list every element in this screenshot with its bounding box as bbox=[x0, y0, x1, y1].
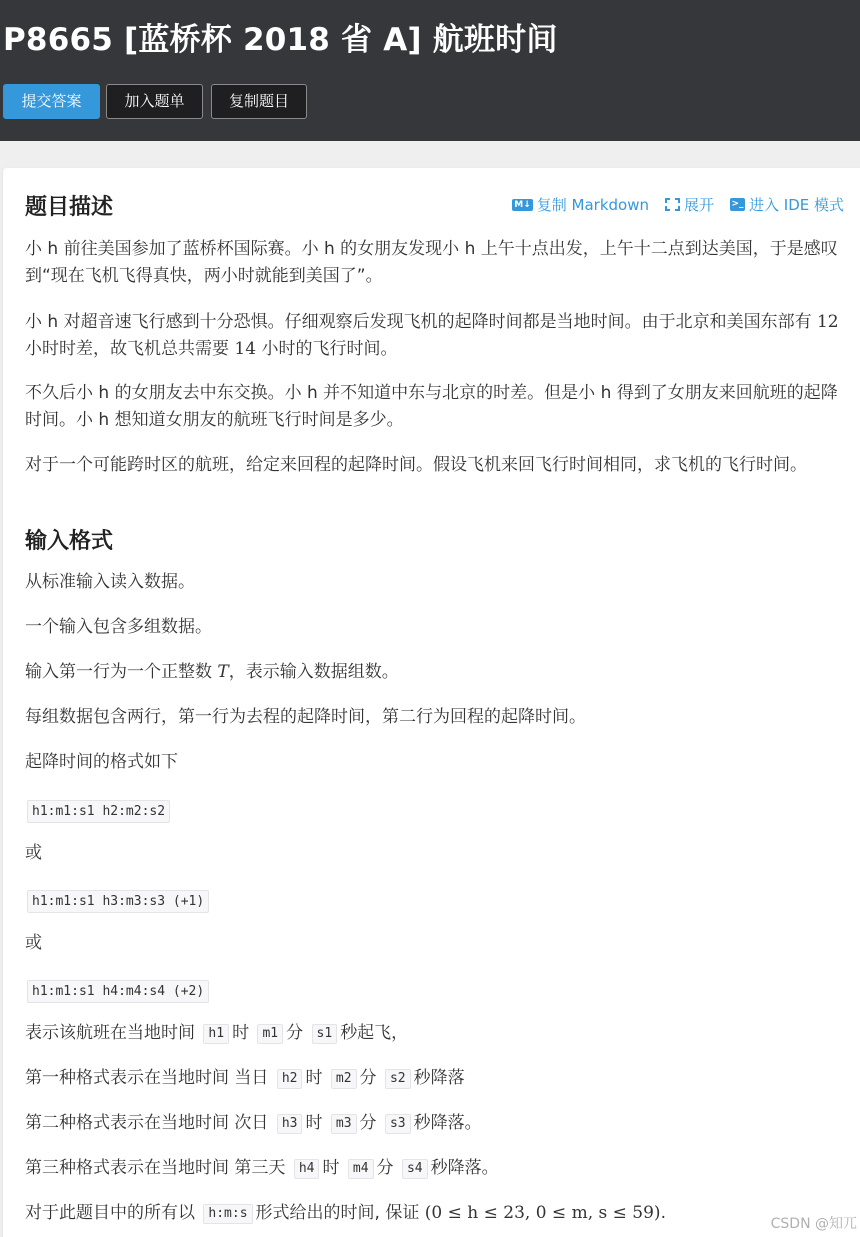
description-paragraph-4: 对于一个可能跨时区的航班，给定来回程的起降时间。假设飞机来回飞行时间相同，求飞机的飞行时间。 bbox=[25, 455, 807, 475]
input-format-heading: 输入格式 bbox=[25, 529, 114, 554]
math-variable: T bbox=[217, 662, 229, 682]
inline-code: m1 bbox=[257, 1024, 283, 1044]
csdn-watermark: CSDN @知兀 bbox=[770, 1216, 857, 1232]
inline-code: s3 bbox=[385, 1114, 411, 1134]
text: 小 h 对超音速飞行感到十分恐惧。仔细观察后发现飞机的起降时间都是当地时间。由于北京和美国东部有 bbox=[25, 312, 817, 332]
description-paragraph-3: 不久后小 h 的女朋友去中东交换。小 h 并不知道中东与北京的时差。但是小 h 得到了女朋友来回航班的起降时间。小 h 想知道女朋友的航班飞行时间是多少。 bbox=[25, 383, 838, 430]
inline-code: m4 bbox=[348, 1159, 374, 1179]
problem-actions bbox=[512, 194, 844, 215]
format-code-3: h1:m1:s1 h4:m4:s4 (+2) bbox=[27, 980, 209, 1003]
inline-code: h1 bbox=[203, 1024, 229, 1044]
inline-code: s4 bbox=[402, 1159, 428, 1179]
text: 小时的飞行时间。 bbox=[256, 339, 398, 359]
inline-code: s1 bbox=[312, 1024, 338, 1044]
math-number: 14 bbox=[234, 339, 257, 359]
math-number: 12 bbox=[816, 312, 839, 332]
ide-mode-link[interactable] bbox=[730, 194, 844, 215]
inline-code: m3 bbox=[331, 1114, 357, 1134]
expand-label: 展开 bbox=[683, 196, 714, 214]
or-text-1: 或 bbox=[25, 843, 42, 863]
submit-answer-button[interactable]: 提交答案 bbox=[3, 84, 100, 119]
input-line-9: 第三种格式表示在当地时间 第三天 h4 时 m4 分 s4 秒降落。 bbox=[25, 1158, 499, 1178]
math-constraint: (0 ≤ h ≤ 23, 0 ≤ m, s ≤ 59) bbox=[424, 1203, 661, 1223]
input-line-4: 每组数据包含两行，第一行为去程的起降时间，第二行为回程的起降时间。 bbox=[25, 707, 586, 727]
inline-code: h4 bbox=[294, 1159, 320, 1179]
copy-problem-button[interactable]: 复制题目 bbox=[211, 84, 307, 119]
inline-code: h:m:s bbox=[203, 1204, 252, 1224]
text: 小时时差，故飞机总共需要 bbox=[25, 339, 235, 359]
format-code-1: h1:m1:s1 h2:m2:s2 bbox=[27, 800, 170, 823]
expand-link[interactable] bbox=[665, 194, 714, 215]
copy-markdown-label: 复制 Markdown bbox=[536, 196, 649, 214]
inline-code: s2 bbox=[385, 1069, 411, 1089]
input-line-5: 起降时间的格式如下 bbox=[25, 752, 178, 772]
inline-code: h2 bbox=[277, 1069, 303, 1089]
input-line-3 bbox=[25, 659, 845, 686]
input-line-6: 表示该航班在当地时间 h1 时 m1 分 s1 秒起飞， bbox=[25, 1023, 409, 1043]
markdown-icon: M↓ bbox=[514, 199, 531, 210]
ide-mode-label: 进入 IDE 模式 bbox=[749, 196, 844, 214]
problem-header bbox=[0, 0, 860, 141]
input-line-1: 从标准输入读入数据。 bbox=[25, 572, 195, 592]
input-line-8: 第二种格式表示在当地时间 次日 h3 时 m3 分 s3 秒降落。 bbox=[25, 1113, 482, 1133]
inline-code: m2 bbox=[331, 1069, 357, 1089]
or-text-2: 或 bbox=[25, 933, 42, 953]
add-to-problem-list-button[interactable]: 加入题单 bbox=[106, 84, 203, 119]
format-code-2: h1:m1:s1 h3:m3:s3 (+1) bbox=[27, 890, 209, 913]
input-line-7: 第一种格式表示在当地时间 当日 h2 时 m2 分 s2 秒降落 bbox=[25, 1068, 465, 1088]
description-heading: 题目描述 bbox=[25, 195, 114, 220]
copy-markdown-link[interactable] bbox=[512, 194, 649, 215]
input-line-10: 对于此题目中的所有以 h:m:s 形式给出的时间, 保证 (0 ≤ h ≤ 23, 0 ≤ m, s ≤ 59). bbox=[25, 1203, 666, 1223]
inline-code: h3 bbox=[277, 1114, 303, 1134]
description-paragraph-2 bbox=[25, 309, 845, 363]
description-paragraph-1: 小 h 前往美国参加了蓝桥杯国际赛。小 h 的女朋友发现小 h 上午十点出发，上午十二点到达美国，于是感叹到“现在飞机飞得真快，两小时就能到美国了”。 bbox=[25, 239, 838, 286]
terminal-icon: >_ bbox=[731, 199, 744, 209]
input-line-2: 一个输入包含多组数据。 bbox=[25, 617, 212, 637]
expand-icon bbox=[665, 198, 680, 211]
text: 输入第一行为一个正整数 bbox=[25, 662, 218, 682]
problem-title: P8665 [蓝桥杯 2018 省 A] 航班时间 bbox=[3, 22, 558, 58]
text: ，表示输入数据组数。 bbox=[228, 662, 399, 682]
